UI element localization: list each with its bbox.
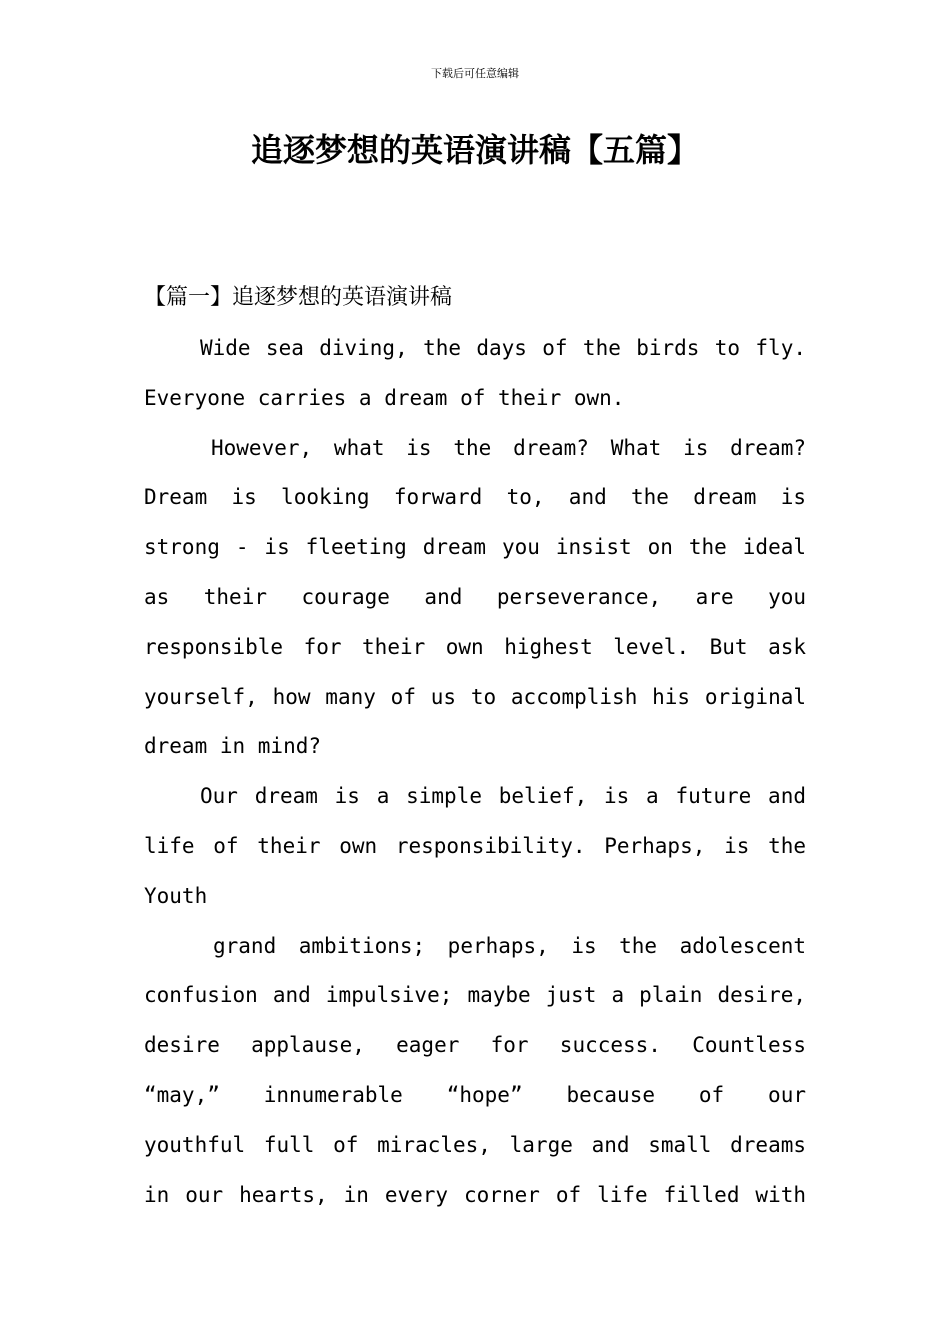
text-line: as their courage and perseverance, are you: [144, 584, 806, 609]
section-heading: 【篇一】追逐梦想的英语演讲稿: [144, 285, 453, 310]
document-title: 追逐梦想的英语演讲稿【五篇】: [250, 131, 699, 169]
text-line: Dream is looking forward to, and the dream is: [144, 485, 806, 510]
text-line: Everyone carries a dream of their own.: [144, 385, 625, 410]
body-text: [144, 324, 806, 1220]
text-line: Our dream is a simple belief, is a future and: [200, 784, 806, 809]
text-line: Wide sea diving, the days of the birds to fly.: [200, 336, 806, 360]
text-line: responsible for their own highest level. But ask: [144, 634, 806, 659]
text-line: youthful full of miracles, large and small dreams: [144, 1132, 806, 1157]
text-line: Youth: [144, 883, 208, 908]
text-line: in our hearts, in every corner of life filled with: [144, 1182, 806, 1207]
text-line: dream in mind?: [144, 734, 322, 759]
text-line: strong - is fleeting dream you insist on the ideal: [144, 535, 806, 560]
text-line: yourself, how many of us to accomplish his original: [144, 684, 806, 709]
text-line: “may,” innumerable “hope” because of our: [144, 1082, 806, 1107]
text-line: desire applause, eager for success. Countless: [144, 1033, 806, 1058]
text-line: life of their own responsibility. Perhaps, is the: [144, 833, 806, 858]
text-line: However, what is the dream? What is dream?: [211, 435, 806, 460]
text-line: grand ambitions; perhaps, is the adolescent: [213, 933, 806, 958]
page-header-note: 下载后可任意编辑: [431, 67, 519, 80]
text-line: confusion and impulsive; maybe just a plain desire,: [144, 983, 806, 1008]
